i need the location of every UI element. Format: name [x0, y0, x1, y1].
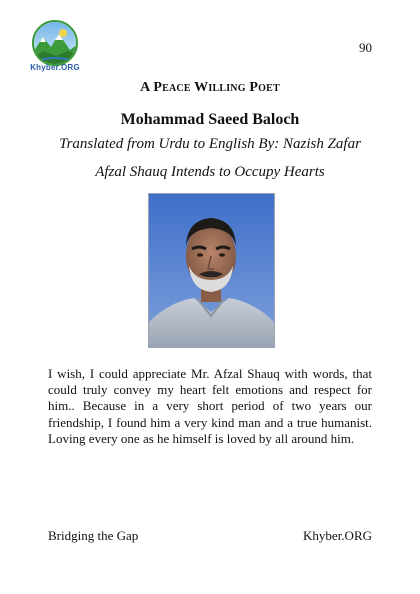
article-subtitle: Afzal Shauq Intends to Occupy Hearts [95, 164, 325, 180]
translator-credit: Translated from Urdu to English By: Nazish Zafar [59, 136, 361, 152]
portrait-photo [148, 193, 275, 348]
body-paragraph: I wish, I could appreciate Mr. Afzal Shauq with words, that could truly convey my heart felt emotions and respect for him.. Because in a very short period of two years our friendship, I found him a very kind man and a true humanist. Loving every one as he himself is loved by all around him. [48, 366, 372, 446]
footer-left-text: Bridging the Gap [48, 528, 139, 543]
logo-text: Khyber.ORG [30, 63, 80, 72]
article-author: Mohammad Saeed Baloch [120, 111, 300, 128]
article-title: A Peace Willing Poet [140, 80, 280, 95]
footer-right-text: Khyber.ORG [303, 528, 372, 543]
mountain-globe-logo-icon [32, 20, 78, 66]
khyber-logo [22, 20, 88, 76]
page-number: 90 [359, 40, 372, 55]
